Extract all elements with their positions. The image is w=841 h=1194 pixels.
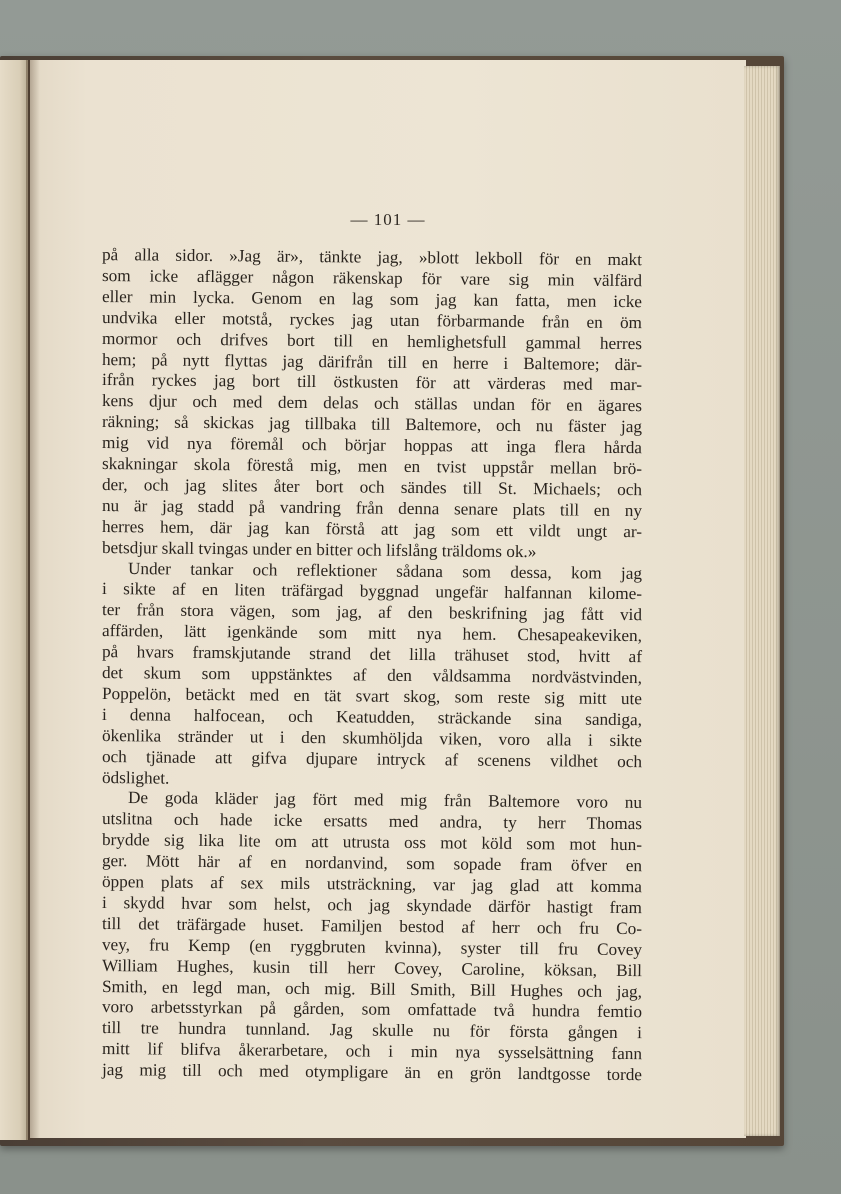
text-line: mig vid nya föremål och börjar hoppas att inga flera hårda (101, 433, 643, 458)
text-line: i sikte af en liten träfärgad byggnad ungefär halfannan kilome- (101, 579, 643, 604)
text-line: William Hughes, kusin till herr Covey, Caroline, köksan, Bill (101, 955, 643, 980)
text-line: vey, fru Kemp (en ryggbruten kvinna), syster till fru Covey (101, 934, 643, 959)
text-line: mormor och drifves bort till en hemlighetsfull gammal herres (101, 328, 643, 353)
text-line: räkning; så skickas jag tillbaka till Baltemore, och nu fäster jag (101, 412, 643, 437)
text-line: herres hem, där jag kan förstå att jag som ett vildt ungt ar- (101, 516, 643, 541)
text-line: utslitna och hade icke ersatts med andra, ty herr Thomas (101, 809, 643, 834)
text-line: Under tankar och reflektioner sådana som dessa, kom jag (127, 558, 643, 583)
text-line: på hvars framskjutande strand det lilla trähuset stod, hvitt af (101, 642, 643, 667)
text-line: ter från stora vägen, som jag, af den beskrifning jag fått vid (101, 600, 643, 625)
text-line: öppen plats af sex mils utsträckning, var jag glad att komma (101, 872, 643, 897)
text-line: De goda kläder jag fört med mig från Baltemore voro nu (127, 788, 643, 813)
text-line: ödslighet. (101, 767, 170, 788)
text-line: som icke aflägger någon räkenskap för vare sig min välfärd (101, 265, 643, 291)
text-line: jag mig till och med otympligare än en grön landtgosse torde (101, 1060, 643, 1085)
text-line: brydde sig lika lite om att utrusta oss mot köld som mot hun- (101, 830, 643, 855)
text-line: ger. Mött här af en nordanvind, som sopade fram öfver en (101, 851, 643, 876)
left-page-edge (0, 60, 28, 1140)
text-line: i skydd hvar som helst, och jag skyndade därför hastigt fram (101, 892, 643, 918)
book-page (30, 60, 746, 1138)
text-line: det skum som uppstänktes af den våldsamma nordvästvinden, (101, 663, 643, 688)
text-line: Smith, en legd man, och mig. Bill Smith, Bill Hughes och jag, (101, 976, 643, 1001)
text-line: nu är jag stadd på vandring från denna senare plats till en ny (101, 495, 643, 520)
page-number: — 101 — (350, 210, 426, 229)
text-line: kens djur och med dem delas och ställas undan för en ägares (101, 391, 643, 416)
gutter-shadow (26, 60, 40, 1140)
text-line: der, och jag slites åter bort och sändes till St. Michaels; och (101, 474, 643, 500)
text-line: voro arbetsstyrkan på gården, som omfattade två hundra femtio (101, 997, 643, 1022)
text-line: och tjänade att gifva djupare intryck af scenens vildhet och (101, 746, 643, 771)
text-line: eller min lycka. Genom en lag som jag kan fatta, men icke (101, 286, 643, 311)
text-line: Poppelön, betäckt med en tät svart skog, som reste sig mitt ute (101, 683, 643, 709)
text-line: betsdjur skall tvingas under en bitter och lifslång träldoms ok.» (101, 537, 537, 561)
text-line: ökenlika stränder ut i den skumhöljda viken, voro alla i sikte (101, 725, 643, 750)
text-line: affärden, lätt igenkände som mitt nya hem. Chesapeakeviken, (101, 621, 643, 646)
text-line: skakningar skola förestå mig, men en tvist uppstår mellan brö- (101, 454, 643, 479)
text-line: till tre hundra tunnland. Jag skulle nu för första gången i (101, 1018, 643, 1043)
text-line: ifrån ryckes jag bort till östkusten för att värderas med mar- (101, 370, 643, 395)
text-line: mitt lif blifva åkerarbetare, och i min nya sysselsättning fann (101, 1039, 643, 1064)
text-line: hem; på nytt flyttas jag därifrån till en herre i Baltemore; där- (101, 349, 643, 374)
text-line: i denna halfocean, och Keatudden, sträckande sina sandiga, (101, 704, 643, 729)
text-line: på alla sidor. »Jag är», tänkte jag, »blott lekboll för en makt (101, 245, 643, 270)
page-edges (744, 66, 780, 1136)
text-line: till det träfärgade huset. Familjen bestod af herr och fru Co- (101, 913, 643, 938)
text-line: undvika eller motstå, ryckes jag utan förbarmande från en öm (101, 307, 643, 332)
